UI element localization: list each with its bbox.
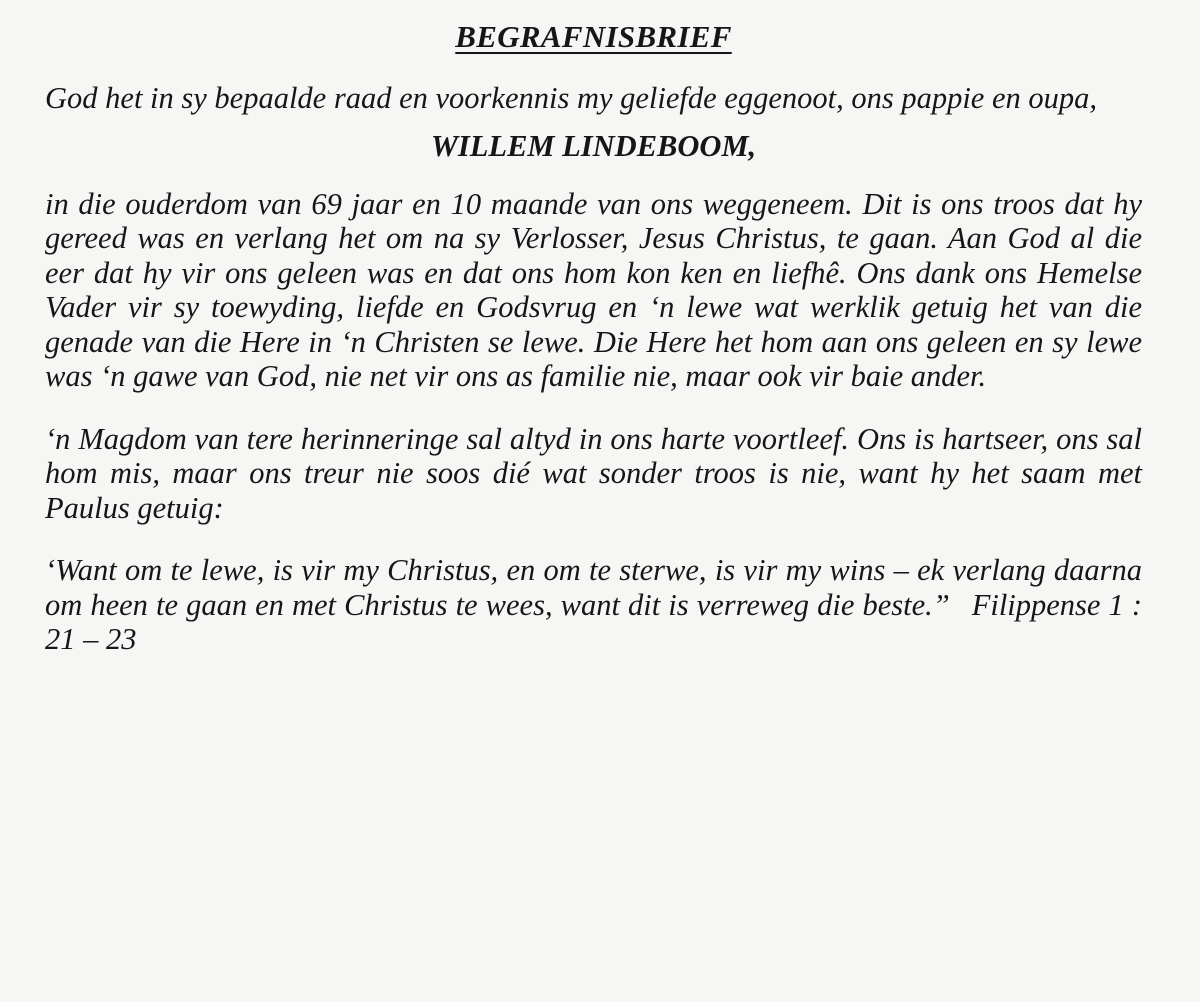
- scripture-reference: Filippense 1 : 21 – 23: [45, 587, 1143, 657]
- funeral-letter-page: [0, 18, 1200, 1002]
- scripture-quote-paragraph: [45, 553, 1142, 657]
- scripture-quote: ‘Want om te lewe, is vir my Christus, en om te sterwe, is vir my wins – ek verlang daarna om heen te gaan en met Christus te wees, want dit is verreweg die beste.”: [45, 553, 1142, 622]
- paragraph-1: in die ouderdom van 69 jaar en 10 maande van ons weggeneem. Dit is ons troos dat hy gereed was en verlang het om na sy Verlosser, Jesus Christus, te gaan. Aan God al die eer dat hy vir ons geleen was en dat ons hom kon ken en liefhê. Ons dank ons Hemelse Vader vir sy toewyding, liefde en Godsvrug en ‘n lewe wat werklik getuig het van die genade van die Here in ‘n Christen se lewe. Die Here het hom aan ons geleen en sy lewe was ‘n gawe van God, nie net vir ons as familie nie, maar ook vir baie ander.: [45, 186, 1142, 394]
- document-title: BEGRAFNISBRIEF: [455, 19, 732, 54]
- deceased-name: WILLEM LINDEBOOM,: [430, 128, 757, 163]
- intro-paragraph: God het in sy bepaalde raad en voorkennis my geliefde eggenoot, ons pappie en oupa,: [45, 81, 1098, 116]
- paragraph-2: ‘n Magdom van tere herinneringe sal altyd in ons harte voortleef. Ons is hartseer, ons sal hom mis, maar ons treur nie soos dié wat sonder troos is nie, want hy het saam met Paulus getuig:: [45, 421, 1142, 525]
